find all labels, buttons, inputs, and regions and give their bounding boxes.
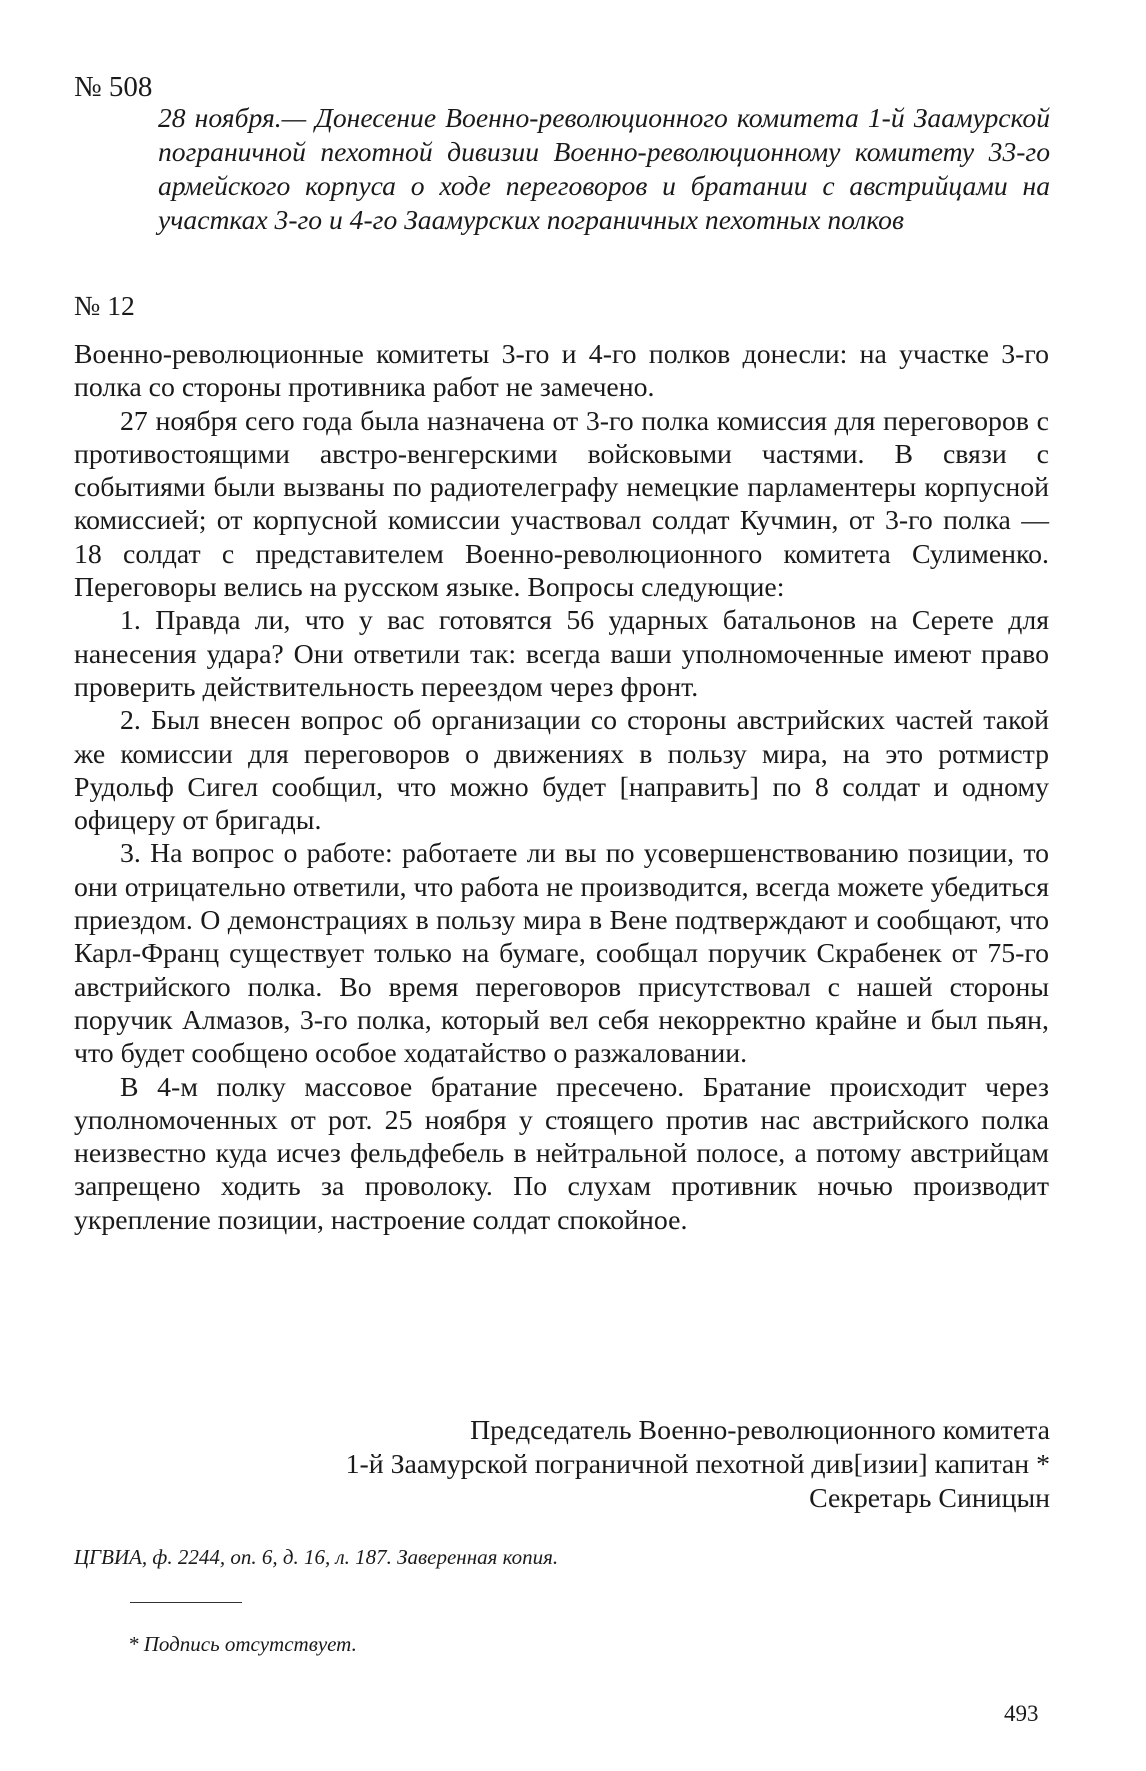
- footnote: * Подпись отсутствует.: [128, 1632, 357, 1656]
- footnote-divider: [130, 1602, 242, 1603]
- signature-line: Секретарь Синицын: [809, 1483, 1050, 1514]
- body-paragraph: 2. Был внесен вопрос об организации со стороны австрийских частей такой же комиссии для переговоров о движениях в пользу мира, на это ротмистр Рудольф Сигел сообщил, что можно будет [направить] по 8 солдат и одному офицеру от бригады.: [74, 705, 1049, 837]
- document-number: № 508: [74, 71, 153, 103]
- report-number: № 12: [74, 290, 135, 321]
- archive-source: ЦГВИА, ф. 2244, оп. 6, д. 16, л. 187. Заверенная копия.: [74, 1545, 559, 1569]
- body-paragraph: В 4-м полку массовое братание пресечено. Братание происходит через уполномоченных от рот. 25 ноября у стоящего против нас австрийского полка неизвестно куда исчез фельдфебель в нейтральной полосе, а потому австрийцам запрещено ходить за проволоку. По слухам противник ночью производит укрепление позиции, настроение солдат спокойное.: [74, 1071, 1049, 1236]
- document-body: [74, 338, 1049, 1237]
- body-paragraph: 27 ноября сего года была назначена от 3-го полка комиссия для переговоров с противостоящими австро-венгерскими войсковыми частями. В связи с событиями были вызваны по радиотелеграфу немецкие парламентеры корпусной комиссией; от корпусной комиссии участвовал солдат Кучмин, от 3-го полка — 18 солдат с представителем Военно-революционного комитета Сулименко. Переговоры велись на русском языке. Вопросы следующие:: [74, 405, 1049, 604]
- signature-block: [346, 1414, 1050, 1516]
- body-paragraph: Военно-революционные комитеты 3-го и 4-го полков донесли: на участке 3-го полка со стороны противника работ не замечено.: [74, 339, 1049, 404]
- body-paragraph: 3. На вопрос о работе: работаете ли вы по усовершенствованию позиции, то они отрицательно ответили, что работа не производится, всегда можете убедиться приездом. О демонстрациях в пользу мира в Вене подтверждают и сообщают, что Карл-Франц существует только на бумаге, сообщал поручик Скрабенек от 75-го австрийского полка. Во время переговоров присутствовал с нашей стороны поручик Алмазов, 3-го полка, который вел себя некорректно крайне и был пьян, что будет сообщено особое ходатайство о разжаловании.: [74, 838, 1049, 1070]
- document-title: 28 ноября.— Донесение Военно-революционного комитета 1-й Заамурской пограничной пехотной дивизии Военно-революционному комитету 33-го армейского корпуса о ходе переговоров и братании с австрийцами на участках 3-го и 4-го Заамурских пограничных пехотных полков: [158, 102, 1050, 235]
- body-paragraph: 1. Правда ли, что у вас готовятся 56 ударных батальонов на Серете для нанесения удара? Они ответили так: всегда ваши уполномоченные имеют право проверить действительность переездом через фронт.: [74, 605, 1049, 703]
- signature-line: 1-й Заамурской пограничной пехотной див[изии] капитан *: [345, 1449, 1050, 1480]
- page-number: 493: [1004, 1701, 1039, 1726]
- signature-line: Председатель Военно-революционного комитета: [470, 1415, 1050, 1446]
